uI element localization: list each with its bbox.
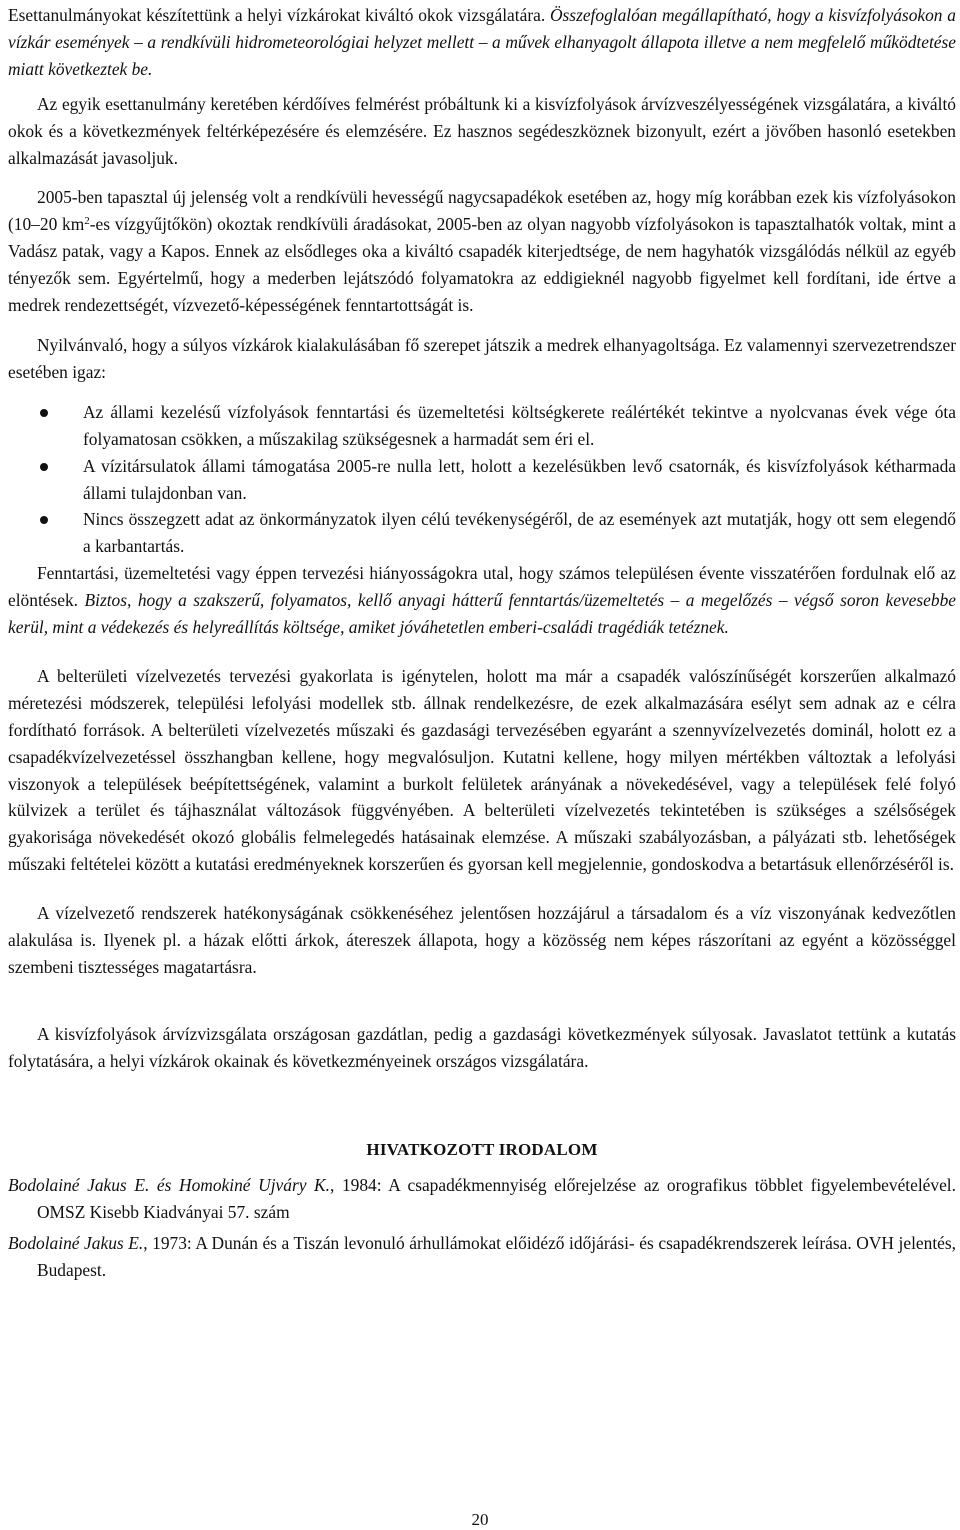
paragraph-summary-text: Esettanulmányokat készítettünk a helyi vízkárokat kiváltó okok vizsgálatára. <box>8 5 550 25</box>
paragraph-conclusion: A kisvízfolyások árvízvizsgálata országosan gazdátlan, pedig a gazdasági következmények súlyosak. Javaslatot tettünk a kutatás folytatására, a helyi vízkárok okainak és következményeinek országos vizsgálatára. <box>8 1023 956 1071</box>
bullet-item <box>8 506 956 560</box>
bullet-item-text: Nincs összegzett adat az önkormányzatok ilyen célú tevékenységéről, de az események azt mutatják, hogy ott sem elegendő a karbantartás. <box>83 509 956 557</box>
page-number: 20 <box>471 1510 489 1529</box>
bullet-item <box>8 453 956 507</box>
reference-details: , 1973: A Dunán és a Tiszán levonuló árhullámokat előidéző időjárási- és csapadékrendszerek leírása. OVH jelentés, Budapest. <box>37 1233 956 1281</box>
bullet-list <box>8 399 956 560</box>
reference-item <box>8 1172 956 1226</box>
bullet-item <box>8 399 956 453</box>
reference-authors: Bodolainé Jakus E. és Homokiné Ujváry K. <box>8 1174 330 1195</box>
paragraph-maintenance-text: Fenntartási, üzemeltetési vagy éppen tervezési hiányosságokra utal, hogy számos településen évente visszatérően fordulnak elő az elöntések. <box>8 563 956 611</box>
bullet-item-text: A vízitársulatok állami támogatása 2005-re nulla lett, holott a kezelésükben levő csatornák, és kisvízfolyások kétharmada állami tulajdonban van. <box>83 455 956 503</box>
paragraph-survey: Az egyik esettanulmány keretében kérdőíves felmérést próbáltunk ki a kisvízfolyások árvízveszélyességének vizsgálatára, a kiváltó okok és a következmények feltérképezésére és elemzésére. Ez hasznos segédeszköznek bizonyult, ezért a jövőben hasonló esetekben alkalmazását javasoljuk. <box>8 93 956 168</box>
paragraph-2005-text-b: -es vízgyűjtőkön) okoztak rendkívüli áradásokat, 2005-ben az olyan nagyobb vízfolyásokon is tapasztalhatók voltak, mint a Vadász patak, vagy a Kapos. Ennek az elsődleges oka a kiváltó csapadék kiterjedtsége, de nem hagyhatók vizsgálódás nélkül az egyéb tényezők sem. Egyértelmű, hogy a mederben lejátszódó folyamatokra az eddigieknél nagyobb figyelmet kell fordítani, ide értve a medrek rendezettségét, vízvezető-képességének fenntartottságát is. <box>8 214 957 316</box>
paragraph-neglect: Nyilvánvaló, hogy a súlyos vízkárok kialakulásában fő szerepet játszik a medrek elhanyagoltsága. Ez valamennyi szervezetrendszer esetében igaz: <box>8 334 956 382</box>
paragraph-2005-text-a: 2005-ben tapasztal új jelenség volt a rendkívüli hevességű nagycsapadékok esetében az, hogy míg korábban ezek kis vízfolyásokon (10–20 km <box>8 187 956 235</box>
bullet-dot-icon <box>40 516 48 524</box>
bullet-dot-icon <box>40 463 48 471</box>
reference-authors: Bodolainé Jakus E. <box>8 1233 144 1254</box>
reference-item <box>8 1230 956 1284</box>
paragraph-maintenance-emphasis: Biztos, hogy a szakszerű, folyamatos, kellő anyagi hátterű fenntartás/üzemeltetés – a megelőzés – végső soron kevesebbe kerül, mint a védekezés és helyreállítás költsége, amiket jóváhetetlen emberi-családi tragédiák tetéznek. <box>8 590 956 638</box>
superscript-2: 2 <box>84 215 90 228</box>
bullet-dot-icon <box>40 409 48 417</box>
paragraph-summary <box>8 2 956 83</box>
paragraph-summary-conclusion: Összefoglalóan megállapítható, hogy a kisvízfolyásokon a vízkár események – a rendkívüli hidrometeorológiai helyzet mellett – a művek elhanyagolt állapota illetve a nem megfelelő működtetése miatt következtek be. <box>8 5 956 79</box>
paragraph-urban-drainage: A belterületi vízelvezetés tervezési gyakorlata is igénytelen, holott ma már a csapadék valószínűségét korszerűen alkalmazó méretezési módszerek, települési lefolyási modellek stb. állnak rendelkezésre, de ezek alkalmazására esélyt sem adnak az e célra fordítható források. A belterületi vízelvezetés műszaki és gazdasági tervezésében egyaránt a szennyvízelvezetés dominál, holott ez a csapadékvízelvezetéssel összhangban kellene, hogy megvalósuljon. Kutatni kellene, hogy milyen mértékben változtak a lefolyási viszonyok a települések beépítettségének, valamint a burkolt felületek arányának a növekedésével, vagy a települések felé folyó külvizek a terület és tájhasználat változások függvényében. A belterületi vízelvezetés tekintetében is szükséges a szélsőségek gyakorisága növekedését okozó globális felmelegedés hatásainak elemzése. A műszaki szabályozásban, a pályázati stb. lehetőségek műszaki feltételei között a kutatási eredményeknek korszerűen és gyorsan kell megjelennie, gondoskodva a betartásuk ellenőrzéséről is. <box>8 665 956 875</box>
paragraph-2005-phenomenon <box>8 184 956 319</box>
reference-details: , 1984: A csapadékmennyiség előrejelzése az orografikus többlet figyelembevételével. OMSZ Kisebb Kiadványai 57. szám <box>37 1174 956 1222</box>
references-list <box>8 1172 956 1285</box>
paragraph-drainage-efficiency: A vízelvezető rendszerek hatékonyságának csökkenéséhez jelentősen hozzájárul a társadalom és a víz viszonyának kedvezőtlen alakulása is. Ilyenek pl. a házak előtti árkok, átereszek állapota, hogy a közösség nem képes rászorítani az egyént a közösséggel szembeni tisztességes magatartásra. <box>8 903 956 977</box>
bullet-item-text: Az állami kezelésű vízfolyások fenntartási és üzemeltetési költségkerete reálértékét tekintve a nyolcvanas évek vége óta folyamatosan csökken, a műszakilag szükségesnek a harmadát sem éri el. <box>83 401 956 449</box>
paragraph-maintenance <box>8 560 956 641</box>
document-page <box>8 2 956 1284</box>
references-heading: HIVATKOZOTT IRODALOM <box>366 1139 598 1159</box>
